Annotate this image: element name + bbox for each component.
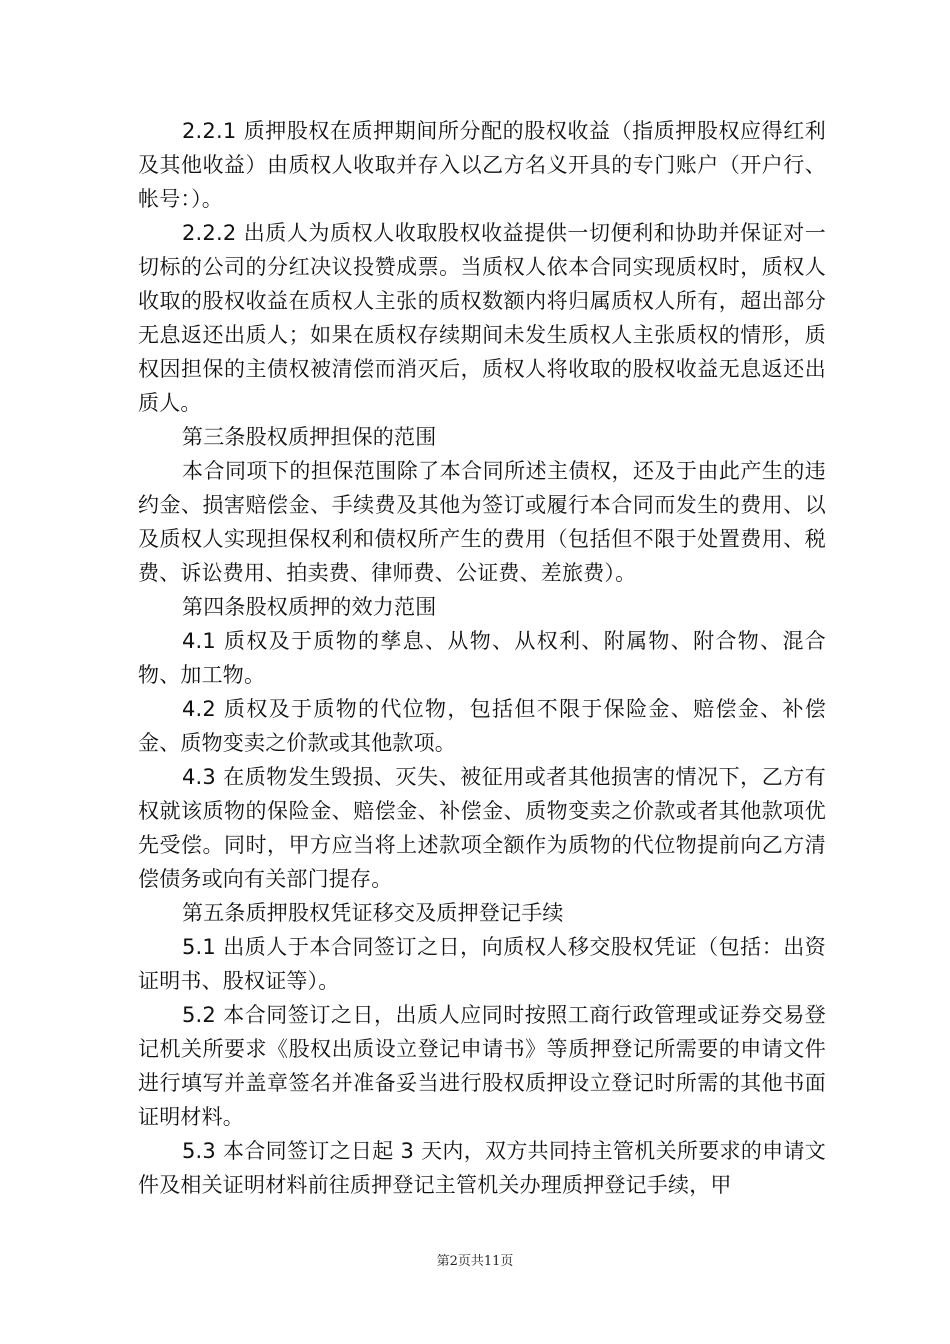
paragraph-2-2-2: 2.2.2 出质人为质权人收取股权收益提供一切便利和协助并保证对一切标的公司的分红决议投赞成票。当质权人依本合同实现质权时，质权人收取的股权收益在质权人主张的质权数额内将归属质权人所有，超出部分无息返还出质人；如果在质权存续期间未发生质权人主张质权的情形，质权因担保的主债权被清偿而消灭后，质权人将收取的股权收益无息返还出质人。 — [138, 221, 826, 415]
section-heading-article-4: 第四条股权质押的效力范围 — [182, 595, 437, 619]
paragraph-5-2: 5.2 本合同签订之日，出质人应同时按照工商行政管理或证券交易登记机关所要求《股权出质设立登记申请书》等质押登记所需要的申请文件进行填写并盖章签名并准备妥当进行股权质押设立登记时所需的其他书面证明材料。 — [138, 1003, 826, 1129]
document-body — [138, 114, 826, 1202]
paragraph-4-1: 4.1 质权及于质物的孳息、从物、从权利、附属物、附合物、混合物、加工物。 — [138, 629, 826, 687]
paragraph-4-3: 4.3 在质物发生毁损、灭失、被征用或者其他损害的情况下，乙方有权就该质物的保险金、赔偿金、补偿金、质物变卖之价款或者其他款项优先受偿。同时，甲方应当将上述款项全额作为质物的代位物提前向乙方清偿债务或向有关部门提存。 — [138, 765, 826, 891]
section-heading-article-5: 第五条质押股权凭证移交及质押登记手续 — [182, 901, 564, 925]
paragraph-5-1: 5.1 出质人于本合同签订之日，向质权人移交股权凭证（包括：出资证明书、股权证等）。 — [138, 935, 826, 993]
paragraph-4-2: 4.2 质权及于质物的代位物，包括但不限于保险金、赔偿金、补偿金、质物变卖之价款或其他款项。 — [138, 697, 826, 755]
paragraph-2-2-1: 2.2.1 质押股权在质押期间所分配的股权收益（指质押股权应得红利及其他收益）由质权人收取并存入以乙方名义开具的专门账户（开户行、帐号：）。 — [138, 119, 826, 211]
paragraph-article-3-body: 本合同项下的担保范围除了本合同所述主债权，还及于由此产生的违约金、损害赔偿金、手续费及其他为签订或履行本合同而发生的费用、以及质权人实现担保权利和债权所产生的费用（包括但不限于处置费用、税费、诉讼费用、拍卖费、律师费、公证费、差旅费）。 — [138, 459, 826, 585]
paragraph-5-3: 5.3 本合同签订之日起 3 天内，双方共同持主管机关所要求的申请文件及相关证明材料前往质押登记主管机关办理质押登记手续，甲 — [138, 1139, 826, 1197]
page-number-footer: 第2页共11页 — [436, 1254, 514, 1269]
section-heading-article-3: 第三条股权质押担保的范围 — [182, 425, 437, 449]
